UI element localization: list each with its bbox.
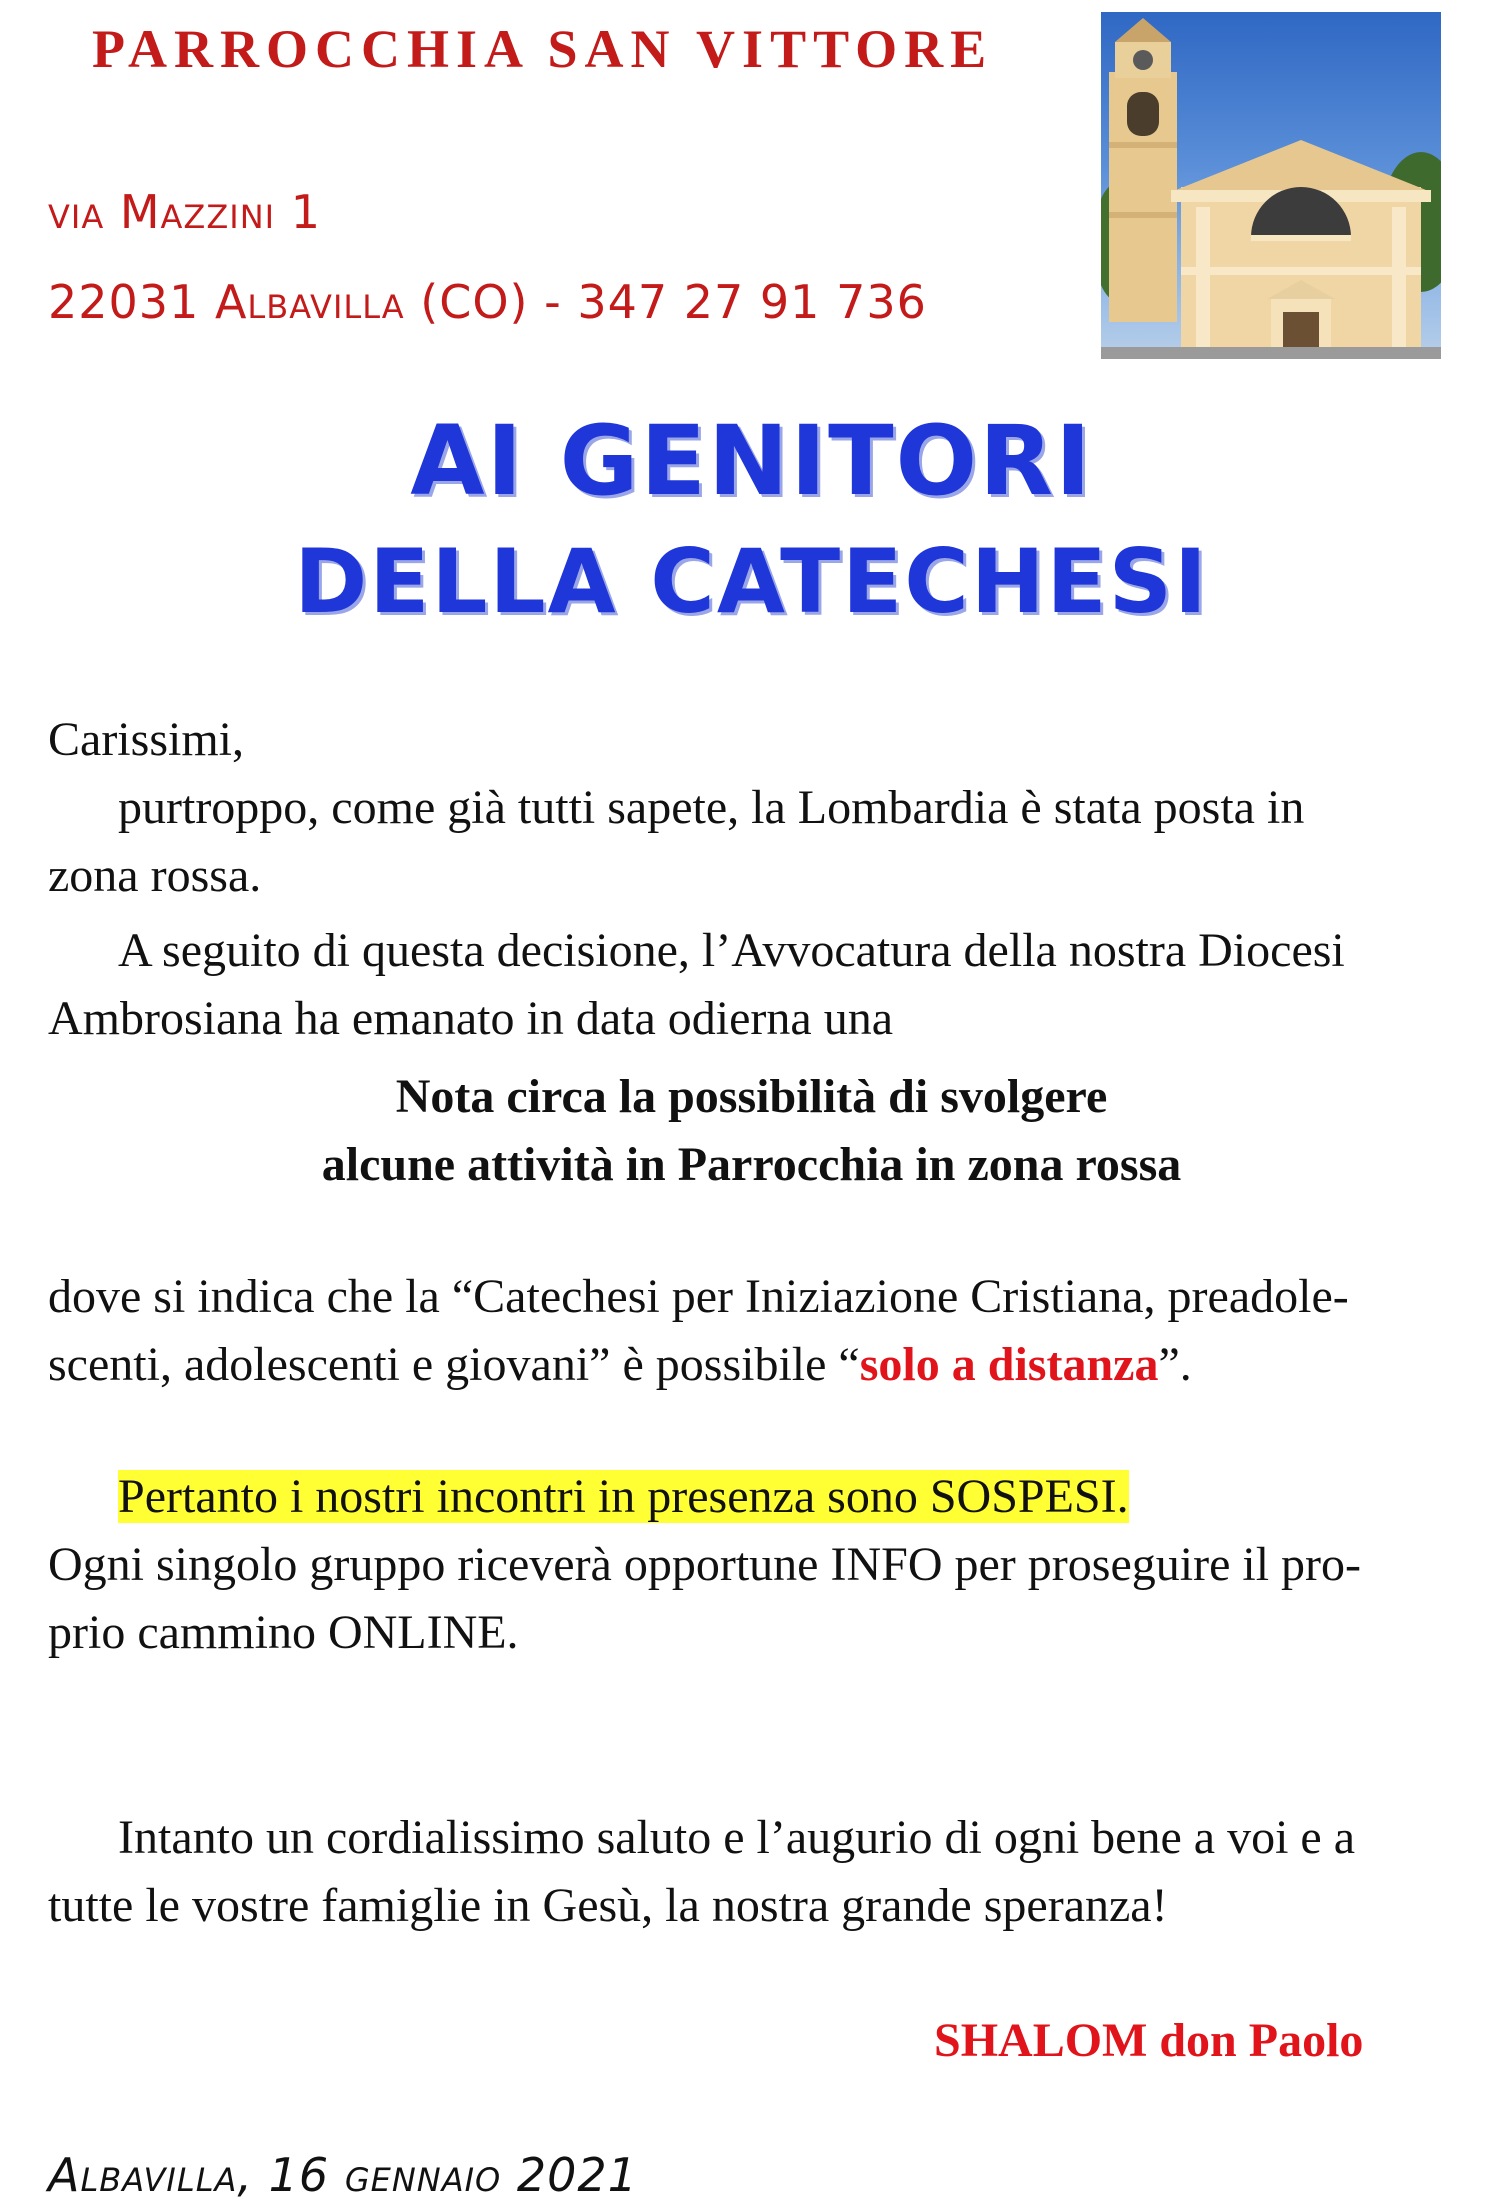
greeting: Carissimi, bbox=[48, 713, 245, 766]
title-line-1: AI GENITORI bbox=[410, 405, 1093, 517]
address-city-phone: 22031 Albavilla (CO) - 347 27 91 736 bbox=[48, 275, 927, 329]
paragraph-1-line-2: zona rossa. bbox=[48, 849, 262, 902]
paragraph-4-line-1 bbox=[118, 1463, 1129, 1531]
highlighted-sospesi-text: Pertanto i nostri incontri in presenza sono SOSPESI. bbox=[118, 1470, 1129, 1523]
note-title-line-2: alcune attività in Parrocchia in zona rossa bbox=[321, 1138, 1182, 1191]
paragraph-3-line-2 bbox=[48, 1331, 1192, 1399]
paragraph-4-line-3: prio cammino ONLINE. bbox=[48, 1606, 519, 1659]
church-photo bbox=[1101, 12, 1441, 359]
paragraph-3-line-2-start: scenti, adolescenti e giovani” è possibile “ bbox=[48, 1338, 860, 1391]
parish-name: PARROCCHIA SAN VITTORE bbox=[92, 19, 994, 79]
address-street: via Mazzini 1 bbox=[48, 185, 321, 239]
signature: SHALOM don Paolo bbox=[934, 2014, 1364, 2067]
paragraph-5-line-2: tutte le vostre famiglie in Gesù, la nostra grande speranza! bbox=[48, 1879, 1168, 1932]
title-line-2: DELLA CATECHESI bbox=[294, 530, 1209, 633]
paragraph-2-line-2: Ambrosiana ha emanato in data odierna una bbox=[48, 992, 894, 1045]
emphasis-solo-a-distanza: solo a distanza bbox=[859, 1338, 1159, 1391]
paragraph-5-line-1: Intanto un cordialissimo saluto e l’augurio di ogni bene a voi e a bbox=[118, 1811, 1356, 1864]
paragraph-1-line-1: purtroppo, come già tutti sapete, la Lombardia è stata posta in bbox=[118, 781, 1305, 834]
paragraph-4-line-2: Ogni singolo gruppo riceverà opportune INFO per proseguire il pro- bbox=[48, 1538, 1362, 1591]
paragraph-3-line-2-end: ”. bbox=[1158, 1338, 1192, 1391]
paragraph-2-line-1: A seguito di questa decisione, l’Avvocatura della nostra Diocesi bbox=[118, 924, 1345, 977]
note-title-line-1: Nota circa la possibilità di svolgere bbox=[395, 1070, 1108, 1123]
date-line: Albavilla, 16 gennaio 2021 bbox=[48, 2148, 638, 2202]
paragraph-3-line-1: dove si indica che la “Catechesi per Iniziazione Cristiana, preadole- bbox=[48, 1270, 1349, 1323]
